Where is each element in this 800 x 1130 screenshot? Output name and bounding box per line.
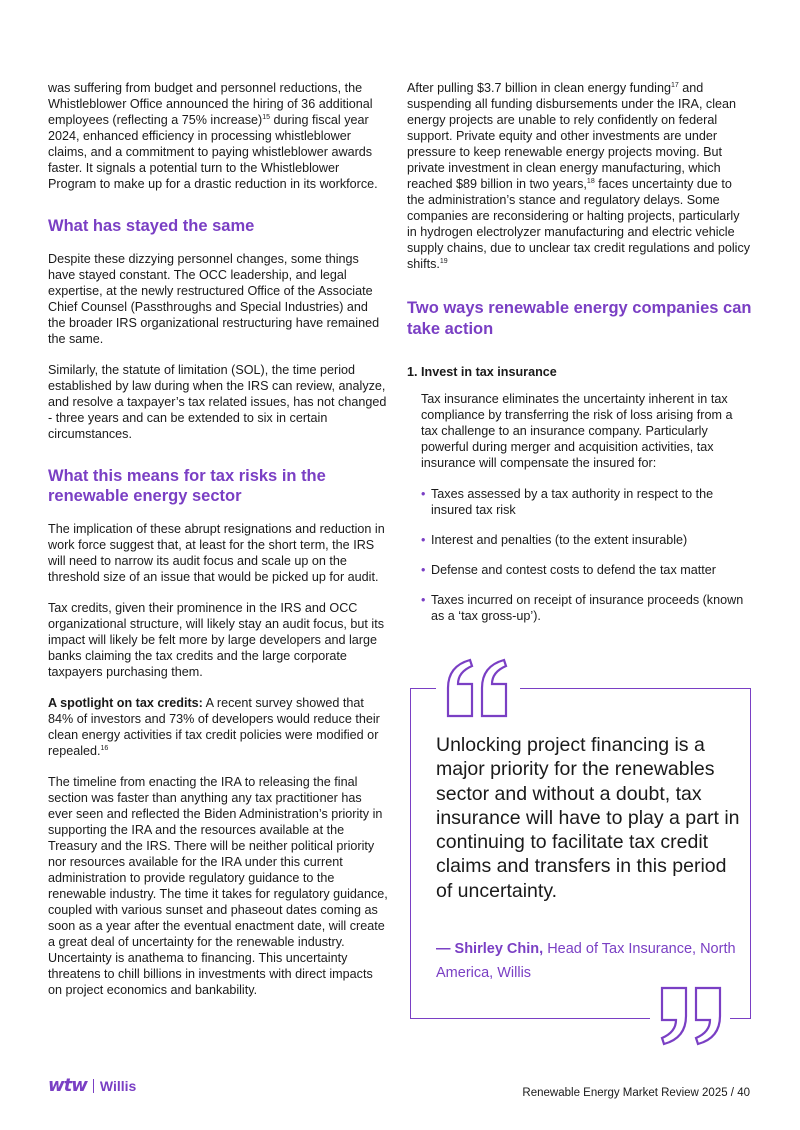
paragraph-funding: After pulling $3.7 billion in clean energy funding$^{17}$ and suspending all funding disbursements under the IRA, clean energy projects are unable to rely confidently on federal support. Private equity and other investments are under pressure to keep renewable energy projects moving. But private investment in clean energy manufacturing, which reached $89 billion in two years,$^{18}$ faces uncertainty due to the administration’s stance and regulatory delays. Some companies are reconsidering or halting projects, particularly in hydrogen electrolyzer manufacturing and electric vehicle supply chains, due to unclear tax credit regulations and policy shifts.$^{19}$	[407, 81, 751, 271]
paragraph-tax-insurance: Tax insurance eliminates the uncertainty inherent in tax compliance by transferring the risk of loss arising from a tax challenge to an insurance company. Particularly powerful during merger and acquisition activities, tax insurance will compensate the insured for:	[421, 392, 733, 470]
paragraph-constant: Despite these dizzying personnel changes, some things have stayed constant. The OCC leadership, and legal expertise, at the newly restructured Office of the Associate Chief Counsel (Passthroughs and Special Industries) and the broader IRS organizational restructuring have remained the same.	[48, 251, 380, 346]
heading-two-ways: Two ways renewable energy companies can take action	[407, 299, 752, 338]
list-item: • Taxes assessed by a tax authority in respect to the insured tax risk	[421, 486, 752, 518]
quote-border-right	[750, 688, 751, 1019]
logo-divider	[93, 1079, 94, 1093]
heading-stayed-same: What has stayed the same	[48, 217, 255, 235]
list-item: • Taxes incurred on receipt of insurance proceeds (known as a ‘tax gross-up’).	[421, 592, 752, 624]
list-item: • Interest and penalties (to the extent insurable)	[421, 532, 752, 548]
pull-quote	[410, 688, 751, 1019]
page-footer-label: Renewable Energy Market Review 2025 / 40	[522, 1087, 750, 1099]
wtw-willis-logo	[48, 1075, 136, 1096]
left-column	[48, 80, 388, 1013]
right-column	[407, 80, 752, 638]
paragraph-tax-credits: Tax credits, given their prominence in the IRS and OCC organizational structure, will likely stay an audit focus, but its impact will likely be felt more by large developers and large banks claiming the tax credits and the large corporate taxpayers purchasing them.	[48, 600, 384, 679]
heading-what-this-means: What this means for tax risks in the renewable energy sector	[48, 466, 326, 505]
wtw-logo-mark: wtw	[48, 1075, 87, 1096]
list-item: • Defense and contest costs to defend the tax matter	[421, 562, 752, 578]
paragraph-timeline: The timeline from enacting the IRA to releasing the final section was faster than anything any tax practitioner has ever seen and reflected the Biden Administration’s priority in supporting the IRA and the resources available at the Treasury and the IRS. There will be neither political priority nor resources available for the IRA under this current administration to provide regulatory guidance to the renewable industry. The time it takes for regulatory guidance, coupled with various sunset and phaseout dates coming as soon as a year after the eventual enactment date, will create a great deal of uncertainty for the renewable industry. Uncertainty is anathema to financing. This uncertainty threatens to chill billions in investments with direct impacts on project economics and bankability.	[48, 774, 388, 997]
close-quote-icon	[650, 986, 730, 1051]
quote-attribution: — Shirley Chin, Head of Tax Insurance, North America, Willis	[436, 941, 736, 981]
quote-text: Unlocking project financing is a major priority for the renewables sector and without a doubt, tax insurance will have to play a part in continuing to facilitate tax credit claims and transfers in this period of uncertainty.	[436, 734, 740, 902]
open-quote-icon	[436, 658, 520, 723]
compensation-list	[407, 486, 752, 624]
paragraph-spotlight: A spotlight on tax credits: A recent survey showed that 84% of investors and 73% of developers would reduce their clean energy activities if tax credit policies were modified or repealed.$^{16}$	[48, 695, 380, 758]
quote-border-left	[410, 688, 411, 1019]
paragraph-whistleblower: was suffering from budget and personnel reductions, the Whistleblower Office announced the hiring of 36 additional employees (reflecting a 75% increase)$^{15}$ during fiscal year 2024, enhanced efficiency in processing whistleblower claims, and a commitment to paying whistleblower awards faster. It signals a potential turn to the Whistleblower Program to make up for a drastic reduction in its workforce.	[48, 81, 378, 191]
willis-logo-text: Willis	[99, 1077, 137, 1094]
paragraph-sol: Similarly, the statute of limitation (SOL), the time period established by law during when the IRS can review, analyze, and resolve a taxpayer’s tax related issues, has not changed - three years and can be extended to six in certain circumstances.	[48, 362, 387, 441]
paragraph-implication: The implication of these abrupt resignations and reduction in work force suggest that, at least for the short term, the IRS will need to narrow its audit focus and scale up on the threshold size of an issue that would be picked up for audit.	[48, 521, 385, 584]
heading-invest-tax-insurance: 1. Invest in tax insurance	[407, 365, 557, 379]
